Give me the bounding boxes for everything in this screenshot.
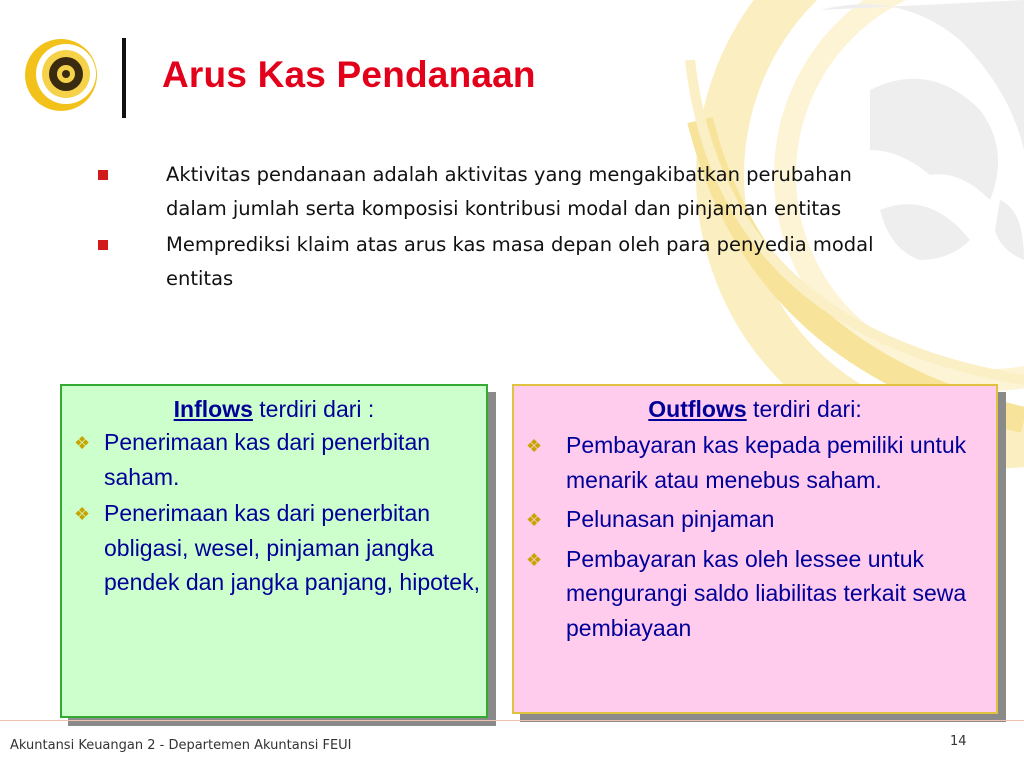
slide-title: Arus Kas Pendanaan — [162, 54, 536, 95]
bullet-item — [98, 228, 898, 296]
outflows-heading-text: terdiri dari: — [746, 396, 862, 422]
square-bullet-icon — [98, 170, 108, 180]
inflows-item — [62, 425, 486, 494]
bullet-text: Aktivitas pendanaan adalah aktivitas yang mengakibatkan perubahan dalam jumlah serta komposisi kontribusi modal dan pinjaman entitas — [166, 163, 852, 220]
title-divider — [122, 38, 126, 118]
university-logo-icon — [22, 36, 100, 114]
bullet-text: Memprediksi klaim atas arus kas masa depan oleh para penyedia modal entitas — [166, 233, 874, 290]
outflows-item-text: Pelunasan pinjaman — [566, 506, 775, 532]
diamond-bullet-icon: ❖ — [74, 433, 91, 453]
inflows-item-text: Penerimaan kas dari penerbitan saham. — [104, 429, 431, 490]
outflows-box — [512, 384, 998, 714]
outflows-item — [514, 542, 996, 646]
outflows-item-text: Pembayaran kas kepada pemiliki untuk menarik atau menebus saham. — [566, 432, 967, 493]
inflows-item — [62, 496, 486, 600]
inflows-keyword: Inflows — [173, 396, 253, 422]
footer-text: Akuntansi Keuangan 2 - Departemen Akuntansi FEUI — [10, 738, 352, 753]
diamond-bullet-icon: ❖ — [74, 504, 91, 524]
outflows-item — [514, 428, 996, 497]
inflows-box — [60, 384, 488, 718]
diamond-bullet-icon: ❖ — [526, 510, 543, 530]
diamond-bullet-icon: ❖ — [526, 436, 543, 456]
inflows-heading — [62, 396, 486, 423]
inflows-heading-text: terdiri dari : — [252, 396, 375, 422]
bullet-list — [98, 158, 898, 298]
outflows-item-text: Pembayaran kas oleh lessee untuk mengurangi saldo liabilitas terkait sewa pembiayaan — [566, 545, 967, 641]
outflows-keyword: Outflows — [648, 396, 747, 422]
bullet-item — [98, 158, 898, 226]
diamond-bullet-icon: ❖ — [526, 549, 543, 570]
outflows-item — [514, 502, 996, 537]
footer-divider — [0, 720, 1024, 721]
square-bullet-icon — [98, 240, 108, 250]
inflows-item-text: Penerimaan kas dari penerbitan obligasi, wesel, pinjaman jangka pendek dan jangka panjang, hipotek, — [104, 500, 480, 595]
page-number: 14 — [950, 734, 967, 749]
outflows-heading — [514, 396, 996, 423]
